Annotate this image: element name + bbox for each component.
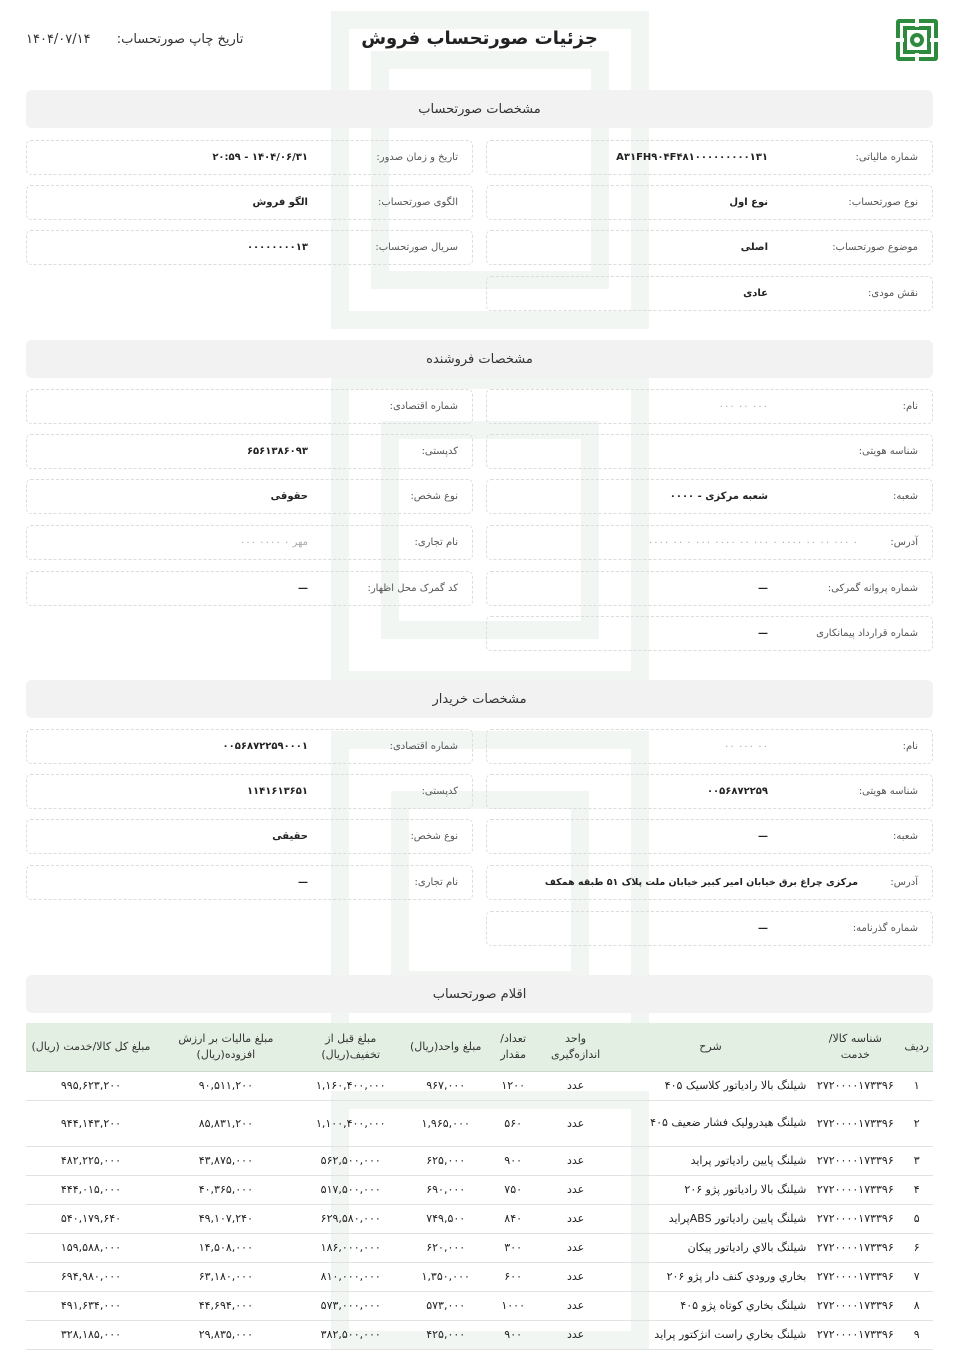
cell-unit: عدد xyxy=(541,1204,611,1233)
cell-unit: عدد xyxy=(541,1320,611,1349)
field-label: نام تجاری: xyxy=(414,877,458,888)
field-value: الگو فروش xyxy=(252,197,308,208)
field-seller-economic-code xyxy=(26,389,473,424)
col-pre-discount: مبلغ قبل از تخفیف(ریال) xyxy=(296,1023,406,1071)
field-value: مرکزی چراغ برق خیابان امیر کبیر خیابان ملت پلاک ۵۱ طبقه همکف xyxy=(544,877,858,888)
col-code: شناسه کالا/ خدمت xyxy=(810,1023,900,1071)
cell-desc: شیلنگ پایین رادیاتور ABSپراید xyxy=(611,1204,811,1233)
cell-code: ۲۷۲۰۰۰۰۱۷۳۳۹۶ xyxy=(810,1320,900,1349)
cell-unit-price: ۱,۳۵۰,۰۰۰ xyxy=(406,1262,486,1291)
cell-qty: ۱۰۰۰ xyxy=(486,1291,541,1320)
cell-desc: بخاري ورودي کنف دار پژو ۲۰۶ xyxy=(611,1262,811,1291)
field-seller-customs-code xyxy=(26,571,473,606)
field-buyer-name xyxy=(486,729,933,764)
field-label: شماره اقتصادی: xyxy=(389,741,458,752)
field-buyer-passport xyxy=(486,911,933,946)
field-buyer-trade-name xyxy=(26,865,473,900)
field-value: ۱۴۰۴/۰۶/۳۱ - ۲۰:۵۹ xyxy=(212,152,308,163)
field-value: — xyxy=(758,628,768,639)
cell-row: ۵ xyxy=(900,1204,933,1233)
page-title: جزئیات صورتحساب فروش xyxy=(361,28,598,49)
print-date-value: ۱۴۰۴/۰۷/۱۴ xyxy=(26,32,91,47)
field-label: نام: xyxy=(902,741,918,752)
items-table xyxy=(26,1023,933,1350)
cell-pre-discount: ۶۲۹,۵۸۰,۰۰۰ xyxy=(296,1204,406,1233)
cell-qty: ۸۴۰ xyxy=(486,1204,541,1233)
cell-unit: عدد xyxy=(541,1146,611,1175)
cell-total: ۳۲۸,۱۸۵,۰۰۰ xyxy=(26,1320,156,1349)
table-row xyxy=(26,1071,933,1100)
cell-total: ۱۵۹,۵۸۸,۰۰۰ xyxy=(26,1233,156,1262)
field-seller-name xyxy=(486,389,933,424)
cell-qty: ۹۰۰ xyxy=(486,1146,541,1175)
cell-vat: ۱۴,۵۰۸,۰۰۰ xyxy=(156,1233,296,1262)
field-label: شناسه هویتی: xyxy=(858,786,918,797)
field-value: مهر ۰ ۰۰۰۰ ۰۰۰ xyxy=(239,537,308,548)
cell-row: ۲ xyxy=(900,1100,933,1146)
cell-unit: عدد xyxy=(541,1100,611,1146)
field-label: سریال صورتحساب: xyxy=(375,242,458,253)
field-invoice-serial xyxy=(26,230,473,265)
field-buyer-branch xyxy=(486,819,933,854)
cell-unit-price: ۴۲۵,۰۰۰ xyxy=(406,1320,486,1349)
cell-row: ۹ xyxy=(900,1320,933,1349)
cell-vat: ۲۹,۸۳۵,۰۰۰ xyxy=(156,1320,296,1349)
cell-total: ۹۹۵,۶۲۳,۲۰۰ xyxy=(26,1071,156,1100)
field-label: تاریخ و زمان صدور: xyxy=(376,152,458,163)
cell-vat: ۴۰,۳۶۵,۰۰۰ xyxy=(156,1175,296,1204)
field-taxpayer-role xyxy=(486,276,933,311)
field-label: کد گمرک محل اظهار: xyxy=(367,583,458,594)
field-value xyxy=(501,446,768,457)
field-label: کدپستی: xyxy=(421,786,458,797)
field-label: نقش مودی: xyxy=(868,288,918,299)
cell-unit: عدد xyxy=(541,1291,611,1320)
cell-pre-discount: ۳۸۲,۵۰۰,۰۰۰ xyxy=(296,1320,406,1349)
page-header xyxy=(0,0,959,80)
cell-pre-discount: ۵۱۷,۵۰۰,۰۰۰ xyxy=(296,1175,406,1204)
field-value: — xyxy=(758,831,768,842)
table-row xyxy=(26,1262,933,1291)
field-label: شماره پروانه گمرکی: xyxy=(827,583,918,594)
field-value: ۰۰۰ ۰۰ ۰۰۰ xyxy=(718,401,768,412)
field-invoice-subject xyxy=(486,230,933,265)
field-tax-number xyxy=(486,140,933,175)
cell-unit-price: ۷۴۹,۵۰۰ xyxy=(406,1204,486,1233)
field-seller-branch xyxy=(486,479,933,514)
table-row xyxy=(26,1320,933,1349)
field-label: نام تجاری: xyxy=(414,537,458,548)
table-header-row xyxy=(26,1023,933,1071)
table-row xyxy=(26,1175,933,1204)
field-label: شعبه: xyxy=(893,831,918,842)
field-value: ۰ ۰۰۰ ۰۰ ۰۰ ۰۰۰۰ ۰ ۰۰۰ ۰۰ ۰۰۰۰ ۰۰۰ ۰ ۰۰ ۰۰۰۰ xyxy=(647,537,858,548)
field-seller-postal-code xyxy=(26,434,473,469)
field-seller-national-id xyxy=(486,434,933,469)
field-buyer-postal-code xyxy=(26,774,473,809)
cell-qty: ۷۵۰ xyxy=(486,1175,541,1204)
cell-pre-discount: ۱۸۶,۰۰۰,۰۰۰ xyxy=(296,1233,406,1262)
field-value: ۶۵۶۱۳۸۶۰۹۳ xyxy=(246,446,308,457)
cell-code: ۲۷۲۰۰۰۰۱۷۳۳۹۶ xyxy=(810,1204,900,1233)
cell-vat: ۴۴,۶۹۴,۰۰۰ xyxy=(156,1291,296,1320)
field-label: کدپستی: xyxy=(421,446,458,457)
cell-unit-price: ۶۹۰,۰۰۰ xyxy=(406,1175,486,1204)
cell-vat: ۹۰,۵۱۱,۲۰۰ xyxy=(156,1071,296,1100)
cell-vat: ۴۳,۸۷۵,۰۰۰ xyxy=(156,1146,296,1175)
cell-unit-price: ۶۲۰,۰۰۰ xyxy=(406,1233,486,1262)
field-label: شماره مالیاتی: xyxy=(855,152,918,163)
field-value: حقیقی xyxy=(272,831,308,842)
field-label: شماره گذرنامه: xyxy=(852,923,918,934)
cell-row: ۸ xyxy=(900,1291,933,1320)
cell-qty: ۶۰۰ xyxy=(486,1262,541,1291)
field-label: نوع صورتحساب: xyxy=(848,197,918,208)
field-seller-person-type xyxy=(26,479,473,514)
print-date-label: تاریخ چاپ صورتحساب: xyxy=(116,32,244,47)
cell-unit: عدد xyxy=(541,1262,611,1291)
cell-pre-discount: ۵۶۲,۵۰۰,۰۰۰ xyxy=(296,1146,406,1175)
cell-unit-price: ۶۲۵,۰۰۰ xyxy=(406,1146,486,1175)
field-value: ۰۰۵۶۸۷۲۲۵۹ xyxy=(706,786,768,797)
col-row: ردیف xyxy=(900,1023,933,1071)
field-label: شماره اقتصادی: xyxy=(389,401,458,412)
field-value: ۱۱۴۱۶۱۳۶۵۱ xyxy=(246,786,308,797)
field-buyer-national-id xyxy=(486,774,933,809)
field-label: موضوع صورتحساب: xyxy=(832,242,918,253)
cell-total: ۴۹۱,۶۳۴,۰۰۰ xyxy=(26,1291,156,1320)
cell-code: ۲۷۲۰۰۰۰۱۷۳۳۹۶ xyxy=(810,1262,900,1291)
field-label: آدرس: xyxy=(890,537,918,548)
cell-total: ۵۴۰,۱۷۹,۶۴۰ xyxy=(26,1204,156,1233)
col-quantity: تعداد/ مقدار xyxy=(486,1023,541,1071)
cell-code: ۲۷۲۰۰۰۰۱۷۳۳۹۶ xyxy=(810,1175,900,1204)
cell-total: ۹۴۴,۱۴۳,۲۰۰ xyxy=(26,1100,156,1146)
cell-row: ۴ xyxy=(900,1175,933,1204)
field-value xyxy=(41,401,308,412)
col-unit: واحد اندازه‌گیری xyxy=(541,1023,611,1071)
cell-unit: عدد xyxy=(541,1233,611,1262)
field-label: شماره قرارداد پیمانکاری xyxy=(816,628,918,639)
field-label: نام: xyxy=(902,401,918,412)
col-vat: مبلغ مالیات بر ارزش افزوده(ریال) xyxy=(156,1023,296,1071)
section-invoice-details: مشخصات صورتحساب xyxy=(26,90,933,128)
cell-vat: ۴۹,۱۰۷,۲۴۰ xyxy=(156,1204,296,1233)
cell-total: ۴۸۲,۲۲۵,۰۰۰ xyxy=(26,1146,156,1175)
cell-total: ۴۴۴,۰۱۵,۰۰۰ xyxy=(26,1175,156,1204)
table-row xyxy=(26,1204,933,1233)
section-seller-details: مشخصات فروشنده xyxy=(26,340,933,378)
field-value: حقوقی xyxy=(270,491,308,502)
cell-row: ۶ xyxy=(900,1233,933,1262)
cell-qty: ۵۶۰ xyxy=(486,1100,541,1146)
cell-row: ۱ xyxy=(900,1071,933,1100)
field-seller-customs-license xyxy=(486,571,933,606)
section-invoice-items: اقلام صورتحساب xyxy=(26,975,933,1013)
cell-unit-price: ۹۶۷,۰۰۰ xyxy=(406,1071,486,1100)
cell-row: ۳ xyxy=(900,1146,933,1175)
cell-code: ۲۷۲۰۰۰۰۱۷۳۳۹۶ xyxy=(810,1071,900,1100)
field-buyer-address xyxy=(486,865,933,900)
table-row xyxy=(26,1146,933,1175)
field-value: — xyxy=(758,923,768,934)
print-date xyxy=(26,32,243,47)
table-row xyxy=(26,1233,933,1262)
field-value: — xyxy=(758,583,768,594)
field-label: شناسه هویتی: xyxy=(858,446,918,457)
cell-desc: شیلنگ بالا رادیاتور کلاسیک ۴۰۵ xyxy=(611,1071,811,1100)
field-label: نوع شخص: xyxy=(410,491,458,502)
field-label: نوع شخص: xyxy=(410,831,458,842)
field-value: ۰۰۰۰۰۰۰۰۱۳ xyxy=(246,242,308,253)
table-row xyxy=(26,1100,933,1146)
table-body xyxy=(26,1071,933,1349)
cell-desc: شیلنگ بالا رادیاتور پژو ۲۰۶ xyxy=(611,1175,811,1204)
cell-qty: ۱۲۰۰ xyxy=(486,1071,541,1100)
field-buyer-person-type xyxy=(26,819,473,854)
field-issue-datetime xyxy=(26,140,473,175)
cell-code: ۲۷۲۰۰۰۰۱۷۳۳۹۶ xyxy=(810,1146,900,1175)
cell-pre-discount: ۱,۱۰۰,۴۰۰,۰۰۰ xyxy=(296,1100,406,1146)
field-label: شعبه: xyxy=(893,491,918,502)
col-description: شرح xyxy=(611,1023,811,1071)
cell-unit: عدد xyxy=(541,1175,611,1204)
cell-row: ۷ xyxy=(900,1262,933,1291)
field-value: اصلی xyxy=(740,242,768,253)
cell-qty: ۳۰۰ xyxy=(486,1233,541,1262)
cell-desc: شیلنگ پایین رادیاتور پراید xyxy=(611,1146,811,1175)
field-value: نوع اول xyxy=(729,197,768,208)
field-value: — xyxy=(298,583,308,594)
field-value: عادی xyxy=(743,288,768,299)
field-label: آدرس: xyxy=(890,877,918,888)
cell-pre-discount: ۸۱۰,۰۰۰,۰۰۰ xyxy=(296,1262,406,1291)
cell-unit-price: ۵۷۳,۰۰۰ xyxy=(406,1291,486,1320)
field-value: — xyxy=(298,877,308,888)
cell-qty: ۹۰۰ xyxy=(486,1320,541,1349)
table-row xyxy=(26,1291,933,1320)
cell-vat: ۸۵,۸۳۱,۲۰۰ xyxy=(156,1100,296,1146)
cell-desc: شیلنگ هیدرولیک فشار ضعیف ۴۰۵ xyxy=(611,1100,811,1146)
cell-pre-discount: ۱,۱۶۰,۴۰۰,۰۰۰ xyxy=(296,1071,406,1100)
field-value: ۰۰۵۶۸۷۲۲۵۹۰۰۰۱ xyxy=(222,741,308,752)
cell-desc: شیلنگ بخاري کوتاه پژو ۴۰۵ xyxy=(611,1291,811,1320)
cell-code: ۲۷۲۰۰۰۰۱۷۳۳۹۶ xyxy=(810,1291,900,1320)
field-seller-trade-name xyxy=(26,525,473,560)
col-unit-price: مبلغ واحد(ریال) xyxy=(406,1023,486,1071)
field-buyer-economic-code xyxy=(26,729,473,764)
cell-unit: عدد xyxy=(541,1071,611,1100)
field-invoice-pattern xyxy=(26,185,473,220)
cell-desc: شیلنگ بخاري راست انژکتور پراید xyxy=(611,1320,811,1349)
section-buyer-details: مشخصات خریدار xyxy=(26,680,933,718)
field-value: ۰۰ ۰۰۰ ۰۰ xyxy=(724,741,768,752)
field-invoice-type xyxy=(486,185,933,220)
cell-vat: ۶۳,۱۸۰,۰۰۰ xyxy=(156,1262,296,1291)
cell-code: ۲۷۲۰۰۰۰۱۷۳۳۹۶ xyxy=(810,1100,900,1146)
field-value: شعبه مرکزی - ۰۰۰۰ xyxy=(669,491,768,502)
cell-code: ۲۷۲۰۰۰۰۱۷۳۳۹۶ xyxy=(810,1233,900,1262)
field-seller-contract-number xyxy=(486,616,933,651)
cell-desc: شیلنگ بالاي رادیاتور پیکان xyxy=(611,1233,811,1262)
cell-total: ۶۹۴,۹۸۰,۰۰۰ xyxy=(26,1262,156,1291)
field-label: الگوی صورتحساب: xyxy=(378,197,458,208)
cell-unit-price: ۱,۹۶۵,۰۰۰ xyxy=(406,1100,486,1146)
cell-pre-discount: ۵۷۳,۰۰۰,۰۰۰ xyxy=(296,1291,406,1320)
field-value: A۳۱FH۹۰۴F۴۸۱۰۰۰۰۰۰۰۰۰۱۳۱ xyxy=(616,152,768,163)
col-total: مبلغ کل کالا/خدمت (ریال) xyxy=(26,1023,156,1071)
field-seller-address xyxy=(486,525,933,560)
